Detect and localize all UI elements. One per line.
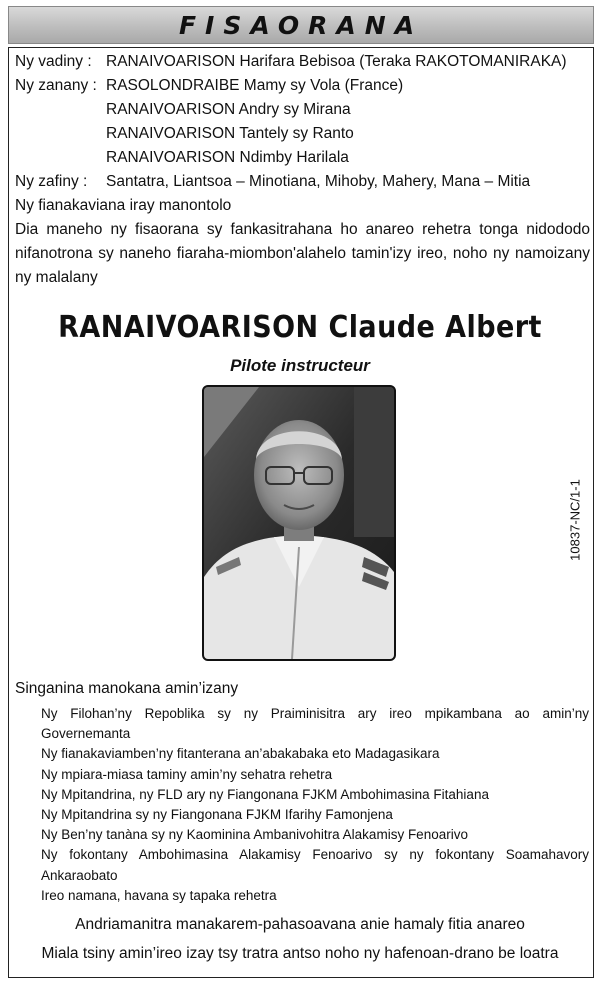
spouse-label: Ny vadiny	[15, 53, 84, 70]
thanks-item: Ny mpiara-miasa taminy amin’ny sehatra rehetra	[41, 766, 333, 782]
closing-apology: Miala tsiny amin’ireo izay tsy tratra antso noho ny hafenoan-drano be loatra	[41, 945, 559, 962]
thanks-item: Ny Mpitandrina, ny FLD ary ny Fiangonana FJKM Ambohimasina Fitahiana	[41, 786, 489, 802]
thanks-item: Ireo namana, havana sy tapaka rehetra	[41, 887, 277, 903]
notice-reference: 10837-NC/1-1	[567, 479, 583, 561]
grandchildren-value: Santatra, Liantsoa – Minotiana, Mihoby, Mahery, Mana – Mitia	[106, 173, 531, 190]
relatives-line: Ny fianakaviana iray manontolo	[15, 197, 232, 214]
grandchildren-row: Ny zafiny : Santatra, Liantsoa – Minotiana, Mihoby, Mahery, Mana – Mitia	[15, 170, 590, 194]
portrait-image	[204, 387, 394, 659]
header-title: FISAORANA	[178, 10, 424, 40]
header-banner	[8, 6, 594, 44]
child-entry: RASOLONDRAIBE Mamy sy Vola (France)	[106, 77, 404, 94]
thanks-item: Ny Ben’ny tanàna sy ny Kaominina Ambanivohitra Alakamisy Fenoarivo	[41, 827, 468, 843]
family-section	[15, 50, 590, 290]
closing-blessing: Andriamanitra manakarem-pahasoavana anie hamaly fitia anareo	[75, 916, 525, 933]
thanks-message: Dia maneho ny fisaorana sy fankasitrahana ho anareo rehetra tonga nidododo nifanotrona sy naneho fiaraha-miombon'alahelo tamin'izy ireo, noho ny namoizany ny malalany	[15, 221, 590, 286]
special-thanks-list	[41, 704, 589, 906]
special-thanks-heading: Singanina manokana amin’izany	[15, 680, 239, 697]
thanks-item: Ny Filohan’ny Repoblika sy ny Praiminisitra ary ireo mpikambana ao amin’ny Governemanta	[41, 706, 589, 742]
thanks-item: Ny Mpitandrina sy ny Fiangonana FJKM Ifarihy Famonjena	[41, 807, 393, 823]
thanks-item: Ny fianakaviamben’ny fitanterana an’abakabaka eto Madagasikara	[41, 746, 440, 762]
portrait-photo	[202, 385, 396, 661]
grandchildren-label: Ny zafiny	[15, 173, 79, 190]
deceased-title: Pilote instructeur	[230, 356, 370, 375]
deceased-name: RANAIVOARISON Claude Albert	[58, 310, 542, 345]
child-entry: RANAIVOARISON Ndimby Harilala	[106, 149, 349, 166]
spouse-row: Ny vadiny : RANAIVOARISON Harifara Bebisoa (Teraka RAKOTOMANIRAKA)	[15, 50, 590, 74]
thanks-item: Ny fokontany Ambohimasina Alakamisy Fenoarivo sy ny fokontany Soamahavory Ankaraobato	[41, 847, 589, 883]
children-row: Ny zanany : RASOLONDRAIBE Mamy sy Vola (France)	[15, 74, 590, 98]
child-entry: RANAIVOARISON Andry sy Mirana	[106, 101, 351, 118]
spouse-value: RANAIVOARISON Harifara Bebisoa (Teraka RAKOTOMANIRAKA)	[106, 53, 567, 70]
children-label: Ny zanany	[15, 77, 89, 94]
child-entry: RANAIVOARISON Tantely sy Ranto	[106, 125, 354, 142]
